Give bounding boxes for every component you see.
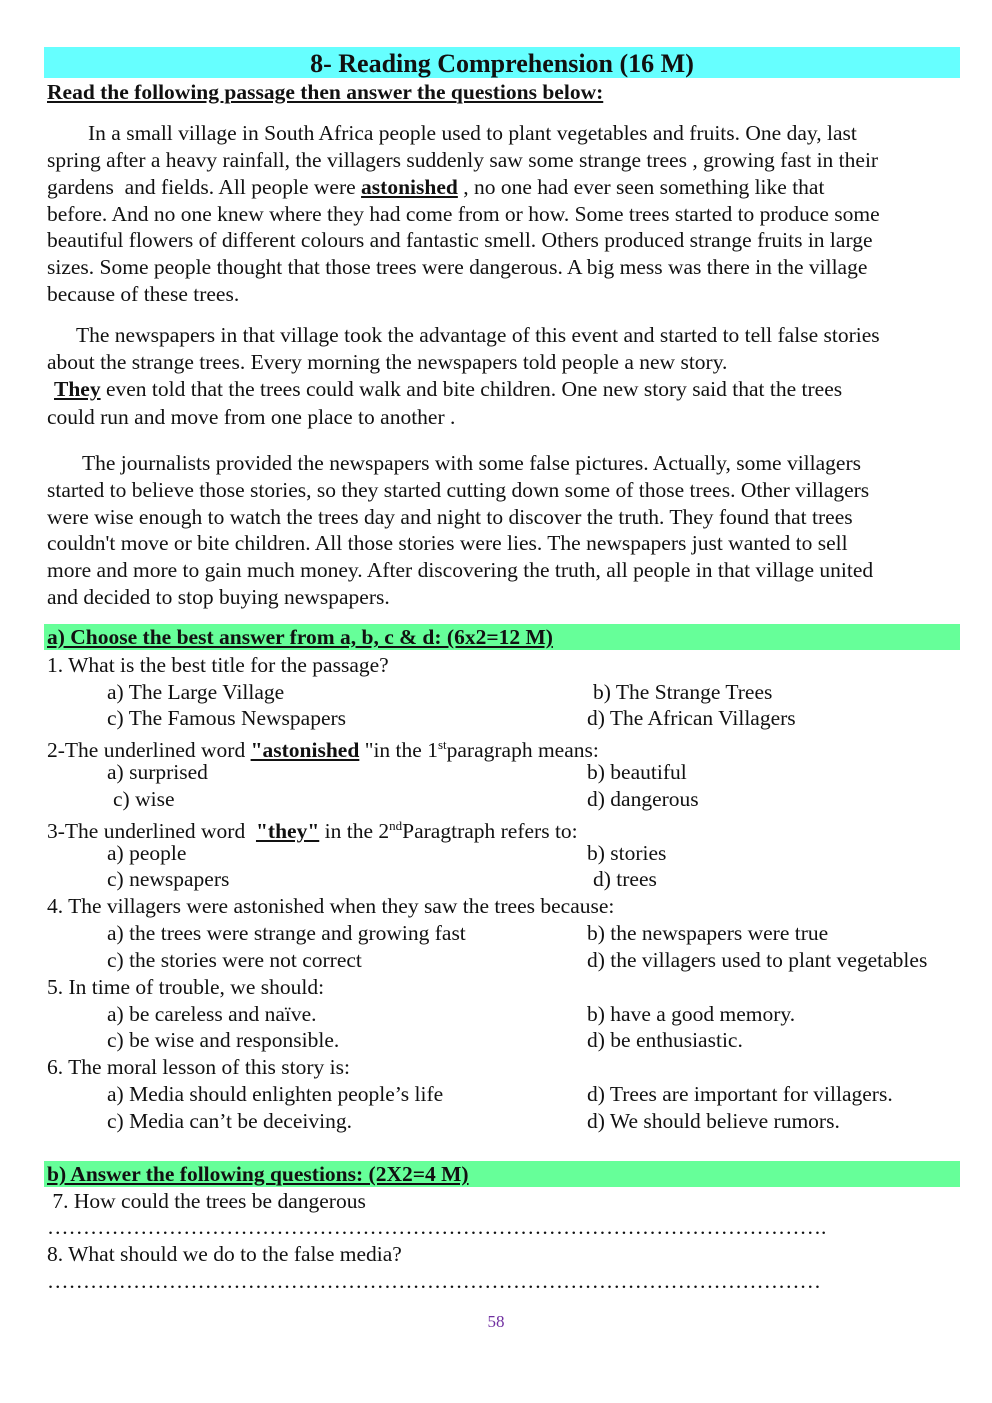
passage-line: because of these trees. xyxy=(47,282,240,306)
superscript: nd xyxy=(389,818,403,833)
passage-line: could run and move from one place to another . xyxy=(47,405,456,429)
text: gardens and fields. All people were xyxy=(47,175,362,199)
passage-line: were wise enough to watch the trees day and night to discover the truth. They found that trees xyxy=(47,505,853,529)
passage-line xyxy=(47,174,824,200)
question-5: 5. In time of trouble, we should: xyxy=(47,975,325,999)
section-a-heading-text: a) Choose the best answer from a, b, c & d: (6x2=12 M) xyxy=(47,625,553,649)
passage-line: beautiful flowers of different colours and fantastic smell. Others produced strange fruits in large xyxy=(47,228,873,252)
option-a: a) The Large Village xyxy=(107,680,285,704)
text: in the 2 xyxy=(319,819,390,844)
option-b: b) the newspapers were true xyxy=(587,921,829,945)
option-b: b) beautiful xyxy=(587,760,687,784)
passage-line xyxy=(54,376,842,402)
option-b: b) stories xyxy=(587,841,667,865)
option-d: d) be enthusiastic. xyxy=(587,1028,743,1052)
underlined-word: "astonished xyxy=(250,738,360,763)
passage-line: In a small village in South Africa people used to plant vegetables and fruits. One day, last xyxy=(88,121,857,145)
page-number: 58 xyxy=(487,1312,505,1331)
text: Paragtraph refers to: xyxy=(402,819,578,844)
option-a: a) Media should enlighten people’s life xyxy=(107,1082,444,1106)
passage-line: couldn't move or bite children. All those stories were lies. The newspapers just wanted to sell xyxy=(47,531,848,555)
option-d: d) The African Villagers xyxy=(587,706,796,730)
passage-line: sizes. Some people thought that those trees were dangerous. A big mess was there in the village xyxy=(47,255,868,279)
underlined-word: "they" xyxy=(255,819,320,844)
section-b-heading xyxy=(44,1161,960,1187)
question-4: 4. The villagers were astonished when they saw the trees because: xyxy=(47,894,615,918)
option-d: d) dangerous xyxy=(587,787,699,811)
question-8: 8. What should we do to the false media? xyxy=(47,1242,402,1266)
passage-line: The newspapers in that village took the advantage of this event and started to tell false stories xyxy=(76,323,880,347)
option-d: d) trees xyxy=(593,867,657,891)
passage-line: The journalists provided the newspapers with some false pictures. Actually, some villagers xyxy=(82,451,861,475)
passage-line: about the strange trees. Every morning the newspapers told people a new story. xyxy=(47,350,728,374)
underlined-astonished: astonished xyxy=(361,175,458,199)
answer-line-7[interactable]: ………………………………………………………………………………………………. xyxy=(47,1215,827,1239)
question-7: 7. How could the trees be dangerous xyxy=(47,1189,366,1213)
question-6: 6. The moral lesson of this story is: xyxy=(47,1055,350,1079)
section-b-heading-text: b) Answer the following questions: (2X2=4 M) xyxy=(47,1162,469,1186)
option-c: c) The Famous Newspapers xyxy=(107,706,347,730)
option-c: c) be wise and responsible. xyxy=(107,1028,340,1052)
text: 3-The underlined word xyxy=(47,819,256,844)
option-a: a) the trees were strange and growing fast xyxy=(107,921,466,945)
option-c: c) newspapers xyxy=(107,867,230,891)
text: 2-The underlined word xyxy=(47,738,251,763)
passage-line: more and more to gain much money. After discovering the truth, all people in that village united xyxy=(47,558,874,582)
option-a: a) people xyxy=(107,841,187,865)
section-a-heading xyxy=(44,624,960,650)
answer-line-8[interactable]: ……………………………………………………………………………………………… xyxy=(47,1269,821,1293)
question-1: 1. What is the best title for the passage? xyxy=(47,653,389,677)
option-d: d) the villagers used to plant vegetables xyxy=(587,948,928,972)
option-b: d) Trees are important for villagers. xyxy=(587,1082,893,1106)
underlined-they: They xyxy=(54,377,101,401)
text: , no one had ever seen something like that xyxy=(457,175,825,199)
section-title: 8- Reading Comprehension (16 M) xyxy=(44,47,960,78)
passage-line: started to believe those stories, so they started cutting down some of those trees. Other villagers xyxy=(47,478,870,502)
option-c: c) Media can’t be deceiving. xyxy=(107,1109,352,1133)
passage-line: spring after a heavy rainfall, the villagers suddenly saw some strange trees , growing fast in their xyxy=(47,148,879,172)
option-a: a) surprised xyxy=(107,760,208,784)
passage-line: and decided to stop buying newspapers. xyxy=(47,585,390,609)
text: "in the 1 xyxy=(359,738,438,763)
option-a: a) be careless and naïve. xyxy=(107,1002,317,1026)
text: paragraph means: xyxy=(446,738,599,763)
option-c: c) wise xyxy=(113,787,175,811)
text: even told that the trees could walk and bite children. One new story said that the trees xyxy=(100,377,843,401)
instruction: Read the following passage then answer the questions below: xyxy=(47,80,604,104)
superscript: st xyxy=(437,737,447,752)
passage-line: before. And no one knew where they had come from or how. Some trees started to produce some xyxy=(47,202,880,226)
option-b: b) The Strange Trees xyxy=(593,680,773,704)
option-c: c) the stories were not correct xyxy=(107,948,362,972)
option-d: d) We should believe rumors. xyxy=(587,1109,840,1133)
option-b: b) have a good memory. xyxy=(587,1002,796,1026)
